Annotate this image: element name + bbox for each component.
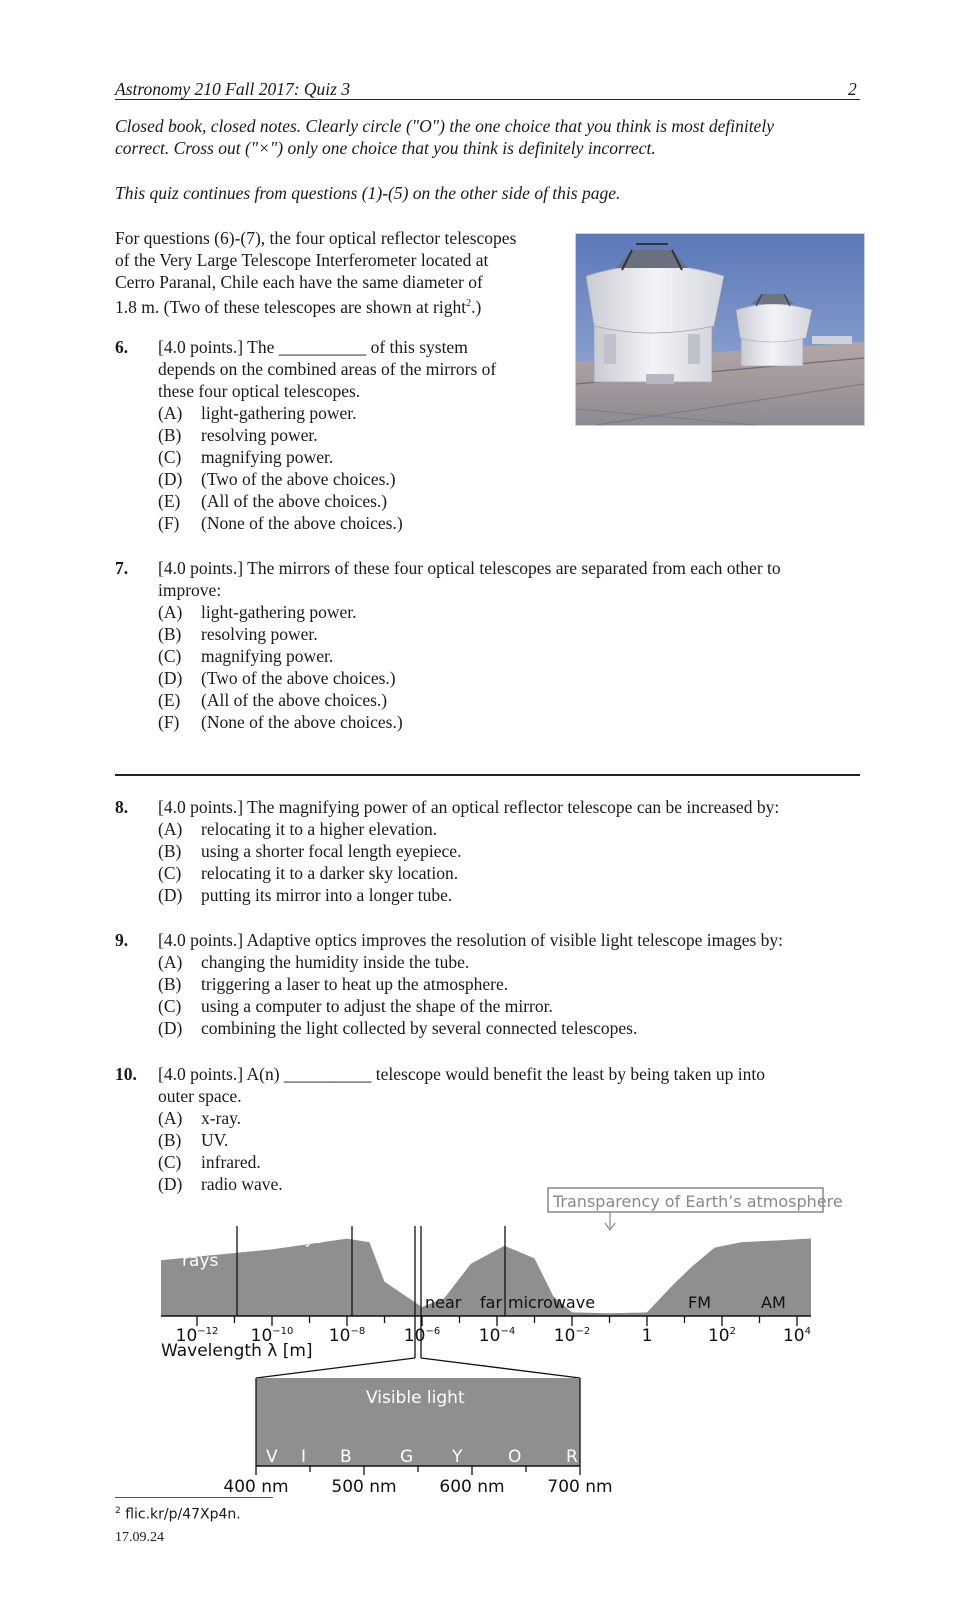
choice-text: triggering a laser to heat up the atmosphere. bbox=[201, 974, 509, 994]
question-10-stem-2: outer space. bbox=[158, 1086, 242, 1106]
zoom-right-diagonal bbox=[421, 1358, 580, 1378]
choice-text: using a computer to adjust the shape of the mirror. bbox=[201, 996, 553, 1016]
choice-letter: (C) bbox=[158, 646, 182, 666]
choice-text: radio wave. bbox=[201, 1174, 283, 1194]
band-label-uv: UV bbox=[372, 1228, 397, 1248]
choice-text: combining the light collected by several connected telescopes. bbox=[201, 1018, 638, 1038]
choice-letter: (A) bbox=[158, 952, 183, 972]
page-number: 2 bbox=[848, 79, 857, 99]
choice-letter: (A) bbox=[158, 403, 183, 423]
choice-text: magnifying power. bbox=[201, 646, 334, 666]
choice-text: infrared. bbox=[201, 1152, 261, 1172]
band-label-xrays: X rays bbox=[270, 1228, 324, 1248]
visible-ticks bbox=[223, 1466, 612, 1497]
visible-color-letter: I bbox=[301, 1447, 307, 1467]
question-7-stem-1: [4.0 points.] The mirrors of these four optical telescopes are separated from each other to bbox=[158, 558, 781, 578]
choice-text: (Two of the above choices.) bbox=[201, 469, 396, 489]
choice-text: light-gathering power. bbox=[201, 602, 357, 622]
visible-tick-label: 600 nm bbox=[439, 1477, 505, 1497]
band-label-gamma: Gamma bbox=[167, 1228, 235, 1248]
instructions-line-2: correct. Cross out ("×") only one choice that you think is definitely incorrect. bbox=[115, 138, 656, 158]
subband-tv: TV bbox=[635, 1293, 656, 1312]
choice-letter: (B) bbox=[158, 624, 182, 644]
question-8-stem-1: [4.0 points.] The magnifying power of an optical reflector telescope can be increased by: bbox=[158, 797, 780, 817]
choice-letter: (D) bbox=[158, 469, 183, 489]
axis-tick-label: $10^{-12}$ bbox=[175, 1326, 219, 1346]
visible-tick-label: 700 nm bbox=[547, 1477, 613, 1497]
question-6-number: 6. bbox=[115, 337, 129, 357]
question-7-number: 7. bbox=[115, 558, 129, 578]
zoom-left-diagonal bbox=[256, 1358, 415, 1378]
choice-text: relocating it to a higher elevation. bbox=[201, 819, 438, 839]
subband-near: near bbox=[425, 1293, 462, 1312]
footnote-text: flic.kr/p/47Xp4n. bbox=[125, 1506, 241, 1523]
instructions-line-1: Closed book, closed notes. Clearly circle ("O") the one choice that you think is most definitely bbox=[115, 116, 774, 136]
visible-color-letter: B bbox=[340, 1447, 352, 1467]
choice-letter: (D) bbox=[158, 668, 183, 688]
question-7-number-value: 7 bbox=[115, 558, 124, 578]
axis-tick-label: $10^4$ bbox=[782, 1326, 812, 1346]
choice-letter: (A) bbox=[158, 1108, 183, 1128]
question-9-stem-1: [4.0 points.] Adaptive optics improves the resolution of visible light telescope images by: bbox=[158, 930, 784, 950]
subband-am: AM bbox=[761, 1293, 786, 1312]
choice-letter: (D) bbox=[158, 885, 183, 905]
question-8-number: 8. bbox=[115, 797, 129, 817]
intro-line-1: For questions (6)-(7), the four optical reflector telescopes bbox=[115, 228, 517, 248]
axis-tick-label: $10^{-10}$ bbox=[250, 1326, 294, 1346]
document-date: 17.09.24 bbox=[115, 1530, 164, 1545]
visible-color-letter: R bbox=[566, 1447, 578, 1467]
choice-letter: (D) bbox=[158, 1018, 183, 1038]
choice-letter: (F) bbox=[158, 712, 180, 732]
question-10-number: 10. bbox=[115, 1064, 137, 1084]
axis-tick-label: $10^2$ bbox=[707, 1326, 737, 1346]
choice-text: resolving power. bbox=[201, 425, 318, 445]
choice-text: changing the humidity inside the tube. bbox=[201, 952, 470, 972]
axis-tick-label: $10^{-4}$ bbox=[478, 1326, 516, 1346]
choice-text: using a shorter focal length eyepiece. bbox=[201, 841, 462, 861]
choice-letter: (C) bbox=[158, 863, 182, 883]
question-8-number-value: 8 bbox=[115, 797, 124, 817]
subband-far: far bbox=[480, 1293, 503, 1312]
axis-tick-label: 1 bbox=[641, 1326, 653, 1346]
page-header-title: Astronomy 210 Fall 2017: Quiz 3 bbox=[115, 79, 351, 99]
question-10-stem-1: [4.0 points.] A(n) __________ telescope would benefit the least by being taken up into bbox=[158, 1064, 766, 1084]
choice-letter: (B) bbox=[158, 841, 182, 861]
question-6-stem-3: these four optical telescopes. bbox=[158, 381, 361, 401]
question-9-number: 9. bbox=[115, 930, 129, 950]
choice-letter: (C) bbox=[158, 996, 182, 1016]
choice-letter: (A) bbox=[158, 819, 183, 839]
footnote bbox=[115, 1506, 241, 1523]
choice-letter: (C) bbox=[158, 447, 182, 467]
choice-letter: (F) bbox=[158, 513, 180, 533]
choice-text: (All of the above choices.) bbox=[201, 491, 388, 511]
question-10-number-value: 10 bbox=[115, 1064, 133, 1084]
choice-text: (None of the above choices.) bbox=[201, 712, 403, 732]
choice-letter: (B) bbox=[158, 425, 182, 445]
question-6-stem-1: [4.0 points.] The __________ of this system bbox=[158, 337, 468, 357]
axis-tick-label: $10^{-2}$ bbox=[553, 1326, 591, 1346]
visible-color-letter: V bbox=[266, 1447, 278, 1467]
choice-letter: (A) bbox=[158, 602, 183, 622]
figure-title: Transparency of Earth’s atmosphere bbox=[553, 1192, 843, 1211]
choice-text: (None of the above choices.) bbox=[201, 513, 403, 533]
visible-color-letter: O bbox=[508, 1447, 522, 1467]
band-label-rays: rays bbox=[182, 1251, 219, 1271]
question-6-number-value: 6 bbox=[115, 337, 124, 357]
axis-label: Wavelength λ [m] bbox=[161, 1341, 313, 1361]
axis-ticks bbox=[197, 1316, 797, 1326]
intro-line-4-end: .) bbox=[471, 296, 482, 317]
choice-text: (All of the above choices.) bbox=[201, 690, 388, 710]
question-7-stem-2: improve: bbox=[158, 580, 222, 600]
visible-tick-label: 400 nm bbox=[223, 1477, 289, 1497]
band-label-radio: Radio waves bbox=[611, 1228, 718, 1248]
question-6-stem-2: depends on the combined areas of the mirrors of bbox=[158, 359, 497, 379]
visible-tick-label: 500 nm bbox=[331, 1477, 397, 1497]
choice-text: x-ray. bbox=[201, 1108, 242, 1128]
footnote-mark: 2 bbox=[115, 1506, 121, 1516]
choice-letter: (E) bbox=[158, 690, 181, 710]
axis-tick-label: $10^{-6}$ bbox=[403, 1326, 441, 1346]
visible-color-letter: Y bbox=[452, 1447, 463, 1467]
choice-text: relocating it to a darker sky location. bbox=[201, 863, 459, 883]
choice-letter: (C) bbox=[158, 1152, 182, 1172]
choice-text: resolving power. bbox=[201, 624, 318, 644]
subband-fm: FM bbox=[688, 1293, 712, 1312]
choice-text: putting its mirror into a longer tube. bbox=[201, 885, 453, 905]
intro-line-3: Cerro Paranal, Chile each have the same diameter of bbox=[115, 272, 483, 292]
choice-text: light-gathering power. bbox=[201, 403, 357, 423]
subband-microwave: microwave bbox=[508, 1293, 596, 1312]
choice-text: magnifying power. bbox=[201, 447, 334, 467]
footnote-rule bbox=[115, 1497, 273, 1498]
intro-line-2: of the Very Large Telescope Interferometer located at bbox=[115, 250, 489, 270]
choice-letter: (D) bbox=[158, 1174, 183, 1194]
axis-tick-label: $10^{-8}$ bbox=[328, 1326, 366, 1346]
visible-color-letter: G bbox=[400, 1447, 414, 1467]
instructions-continues: This quiz continues from questions (1)-(5) on the other side of this page. bbox=[115, 183, 621, 203]
choice-letter: (B) bbox=[158, 974, 182, 994]
choice-text: (Two of the above choices.) bbox=[201, 668, 396, 688]
band-label-infrared: Infrared bbox=[434, 1228, 502, 1248]
choice-letter: (E) bbox=[158, 491, 181, 511]
visible-light-label: Visible light bbox=[366, 1388, 465, 1408]
intro-line-4-text: 1.8 m. (Two of these telescopes are shown at right bbox=[115, 296, 467, 317]
choice-letter: (B) bbox=[158, 1130, 182, 1150]
choice-text: UV. bbox=[201, 1130, 229, 1150]
question-9-number-value: 9 bbox=[115, 930, 124, 950]
footnote-ref: 2 bbox=[466, 298, 472, 309]
